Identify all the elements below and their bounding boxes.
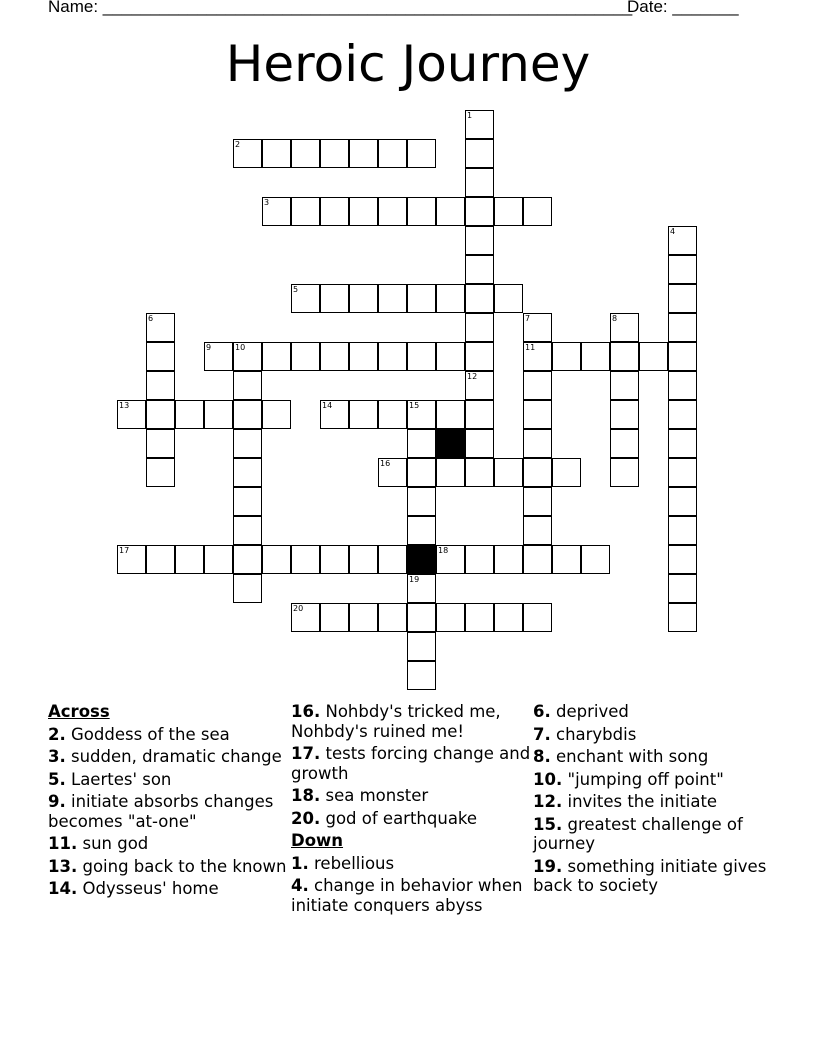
clue-item-number: 14. — [48, 879, 78, 898]
clue-number: 15 — [409, 401, 420, 410]
clue-number: 14 — [322, 401, 333, 410]
grid-cell[interactable] — [407, 661, 436, 690]
grid-cell[interactable] — [436, 458, 465, 487]
clue-item-number: 20. — [291, 808, 321, 828]
black-square — [407, 545, 436, 574]
grid-cell[interactable] — [523, 400, 552, 429]
grid-cell[interactable] — [436, 342, 465, 371]
grid-cell[interactable] — [175, 545, 204, 574]
grid-cell[interactable] — [465, 545, 494, 574]
grid-cell[interactable] — [465, 168, 494, 197]
grid-cell[interactable] — [407, 197, 436, 226]
grid-cell[interactable] — [668, 255, 697, 284]
clue-item-text: rebellious — [308, 853, 395, 873]
grid-cell[interactable] — [668, 284, 697, 313]
grid-cell[interactable] — [523, 313, 552, 342]
grid-cell[interactable] — [378, 284, 407, 313]
grid-cell[interactable] — [262, 342, 291, 371]
clue-item-text: tests forcing change and growth — [291, 744, 531, 783]
clue-number: 19 — [409, 575, 420, 584]
clue-item — [533, 747, 773, 767]
grid-cell[interactable] — [465, 429, 494, 458]
grid-cell[interactable] — [407, 139, 436, 168]
clue-item-number: 1. — [291, 853, 309, 873]
grid-cell[interactable] — [233, 458, 262, 487]
clue-item-number: 16. — [291, 702, 321, 721]
grid-cell[interactable] — [668, 545, 697, 574]
grid-cell[interactable] — [146, 400, 175, 429]
grid-cell[interactable] — [262, 400, 291, 429]
clue-item — [48, 725, 288, 745]
clue-item-text: deprived — [550, 702, 629, 721]
clue-number: 12 — [467, 372, 478, 381]
grid-cell[interactable] — [233, 545, 262, 574]
down-clue-list-continued — [533, 702, 773, 896]
clue-item-text: god of earthquake — [320, 808, 478, 828]
grid-cell[interactable] — [523, 342, 552, 371]
clue-item — [533, 725, 773, 745]
grid-cell[interactable] — [668, 574, 697, 603]
grid-cell[interactable] — [407, 516, 436, 545]
grid-cell[interactable] — [465, 197, 494, 226]
grid-cell[interactable] — [436, 197, 465, 226]
grid-cell[interactable] — [320, 284, 349, 313]
clue-item-number: 13. — [48, 856, 78, 876]
grid-cell[interactable] — [233, 429, 262, 458]
grid-cell[interactable] — [668, 516, 697, 545]
grid-cell[interactable] — [552, 458, 581, 487]
grid-cell[interactable] — [523, 371, 552, 400]
grid-cell[interactable] — [610, 458, 639, 487]
grid-cell[interactable] — [378, 458, 407, 487]
grid-cell[interactable] — [146, 429, 175, 458]
clue-item-text: invites the initiate — [562, 792, 718, 811]
clue-item — [291, 876, 531, 915]
clue-item — [533, 702, 773, 722]
clue-item-text: sea monster — [320, 786, 429, 805]
clue-item-text: charybdis — [550, 724, 637, 744]
clue-item-number: 15. — [533, 814, 563, 834]
grid-cell[interactable] — [204, 400, 233, 429]
grid-cell[interactable] — [465, 371, 494, 400]
grid-cell[interactable] — [668, 603, 697, 632]
across-heading: Across — [48, 702, 110, 721]
clue-item-number: 17. — [291, 744, 321, 763]
grid-cell[interactable] — [436, 603, 465, 632]
clue-item — [533, 815, 773, 854]
grid-cell[interactable] — [407, 284, 436, 313]
grid-cell[interactable] — [668, 458, 697, 487]
clues-column-3 — [533, 702, 773, 899]
grid-cell[interactable] — [465, 458, 494, 487]
grid-cell[interactable] — [262, 139, 291, 168]
grid-cell[interactable] — [146, 545, 175, 574]
clue-item-number: 7. — [533, 724, 551, 744]
grid-cell[interactable] — [349, 197, 378, 226]
grid-cell[interactable] — [465, 110, 494, 139]
grid-cell[interactable] — [378, 139, 407, 168]
grid-cell[interactable] — [117, 545, 146, 574]
clue-number: 4 — [670, 227, 676, 236]
clue-item — [48, 792, 288, 831]
grid-cell[interactable] — [349, 400, 378, 429]
grid-cell[interactable] — [291, 603, 320, 632]
grid-cell[interactable] — [320, 197, 349, 226]
grid-cell[interactable] — [291, 342, 320, 371]
grid-cell[interactable] — [552, 342, 581, 371]
clue-number: 18 — [438, 546, 449, 555]
grid-cell[interactable] — [233, 516, 262, 545]
clue-item-text: sun god — [77, 834, 149, 853]
grid-cell[interactable] — [610, 313, 639, 342]
grid-cell[interactable] — [175, 400, 204, 429]
clue-item-number: 9. — [48, 792, 66, 811]
clue-item-number: 12. — [533, 792, 563, 811]
grid-cell[interactable] — [610, 429, 639, 458]
grid-cell[interactable] — [668, 487, 697, 516]
clue-number: 6 — [148, 314, 154, 323]
grid-cell[interactable] — [407, 487, 436, 516]
grid-cell[interactable] — [407, 458, 436, 487]
grid-cell[interactable] — [233, 371, 262, 400]
grid-cell[interactable] — [465, 255, 494, 284]
clue-item — [533, 770, 773, 790]
grid-cell[interactable] — [320, 400, 349, 429]
clue-number: 17 — [119, 546, 130, 555]
grid-cell[interactable] — [320, 139, 349, 168]
grid-cell[interactable] — [407, 400, 436, 429]
grid-cell[interactable] — [581, 545, 610, 574]
grid-cell[interactable] — [523, 487, 552, 516]
grid-cell[interactable] — [494, 197, 523, 226]
grid-cell[interactable] — [668, 342, 697, 371]
across-clue-list — [48, 725, 288, 899]
grid-cell[interactable] — [262, 545, 291, 574]
clue-item-number: 2. — [48, 724, 66, 744]
grid-cell[interactable] — [233, 487, 262, 516]
grid-cell[interactable] — [436, 284, 465, 313]
clue-item-text: sudden, dramatic change — [65, 747, 282, 766]
grid-cell[interactable] — [465, 139, 494, 168]
grid-cell[interactable] — [407, 632, 436, 661]
grid-cell[interactable] — [204, 545, 233, 574]
grid-cell[interactable] — [349, 603, 378, 632]
grid-cell[interactable] — [523, 197, 552, 226]
clue-item — [291, 702, 531, 741]
clue-number: 3 — [264, 198, 270, 207]
black-square — [436, 429, 465, 458]
clue-item-text: initiate absorbs changes becomes "at-one" — [48, 792, 274, 831]
grid-cell[interactable] — [117, 400, 146, 429]
clue-item — [48, 770, 288, 790]
grid-cell[interactable] — [465, 313, 494, 342]
grid-cell[interactable] — [523, 603, 552, 632]
grid-cell[interactable] — [378, 197, 407, 226]
clue-item — [291, 854, 531, 874]
grid-cell[interactable] — [146, 342, 175, 371]
grid-cell[interactable] — [639, 342, 668, 371]
clue-item-number: 8. — [533, 747, 551, 766]
grid-cell[interactable] — [204, 342, 233, 371]
date-field-label: Date: _______ — [627, 0, 739, 16]
grid-cell[interactable] — [552, 545, 581, 574]
grid-cell[interactable] — [668, 400, 697, 429]
clue-item — [48, 857, 288, 877]
clue-item-text: something initiate gives back to society — [533, 856, 767, 895]
down-heading: Down — [291, 831, 344, 850]
puzzle-title: Heroic Journey — [225, 35, 591, 93]
grid-cell[interactable] — [146, 371, 175, 400]
grid-cell[interactable] — [494, 545, 523, 574]
grid-cell[interactable] — [523, 516, 552, 545]
clue-number: 5 — [293, 285, 299, 294]
clue-item-number: 19. — [533, 856, 563, 876]
grid-cell[interactable] — [407, 574, 436, 603]
grid-cell[interactable] — [378, 603, 407, 632]
clue-number: 11 — [525, 343, 536, 352]
clue-item — [48, 747, 288, 767]
grid-cell[interactable] — [291, 284, 320, 313]
grid-cell[interactable] — [494, 603, 523, 632]
clue-item-text: Nohbdy's tricked me, Nohbdy's ruined me! — [291, 702, 501, 741]
grid-cell[interactable] — [494, 458, 523, 487]
clue-number: 8 — [612, 314, 618, 323]
grid-cell[interactable] — [320, 603, 349, 632]
grid-cell[interactable] — [610, 342, 639, 371]
grid-cell[interactable] — [291, 545, 320, 574]
clue-item-text: Goddess of the sea — [65, 724, 230, 744]
clue-item — [48, 834, 288, 854]
grid-cell[interactable] — [610, 371, 639, 400]
clue-item-text: enchant with song — [550, 747, 709, 766]
grid-cell[interactable] — [407, 342, 436, 371]
clue-number: 10 — [235, 343, 246, 352]
grid-cell[interactable] — [378, 545, 407, 574]
grid-cell[interactable] — [581, 342, 610, 371]
clue-item-text: Laertes' son — [65, 769, 172, 789]
grid-cell[interactable] — [494, 284, 523, 313]
clue-number: 13 — [119, 401, 130, 410]
clue-item-number: 11. — [48, 834, 78, 853]
grid-cell[interactable] — [465, 342, 494, 371]
name-field-label: Name: ________________________________________________________ — [48, 0, 633, 16]
down-clue-list — [291, 854, 531, 916]
grid-cell[interactable] — [349, 342, 378, 371]
grid-cell[interactable] — [291, 197, 320, 226]
clue-item-text: greatest challenge of journey — [533, 814, 743, 853]
grid-cell[interactable] — [465, 400, 494, 429]
across-clue-list-continued — [291, 702, 531, 828]
grid-cell[interactable] — [146, 458, 175, 487]
clue-item-text: Odysseus' home — [77, 879, 219, 898]
grid-cell[interactable] — [523, 545, 552, 574]
grid-cell[interactable] — [349, 139, 378, 168]
grid-cell[interactable] — [320, 342, 349, 371]
clue-item-number: 5. — [48, 769, 66, 789]
clue-number: 16 — [380, 459, 391, 468]
grid-cell[interactable] — [378, 342, 407, 371]
grid-cell[interactable] — [610, 400, 639, 429]
grid-cell[interactable] — [465, 603, 494, 632]
grid-cell[interactable] — [262, 197, 291, 226]
grid-cell[interactable] — [523, 429, 552, 458]
grid-cell[interactable] — [349, 284, 378, 313]
clue-item-text: "jumping off point" — [562, 769, 724, 789]
clue-number: 20 — [293, 604, 304, 613]
clue-number: 2 — [235, 140, 241, 149]
clue-number: 9 — [206, 343, 212, 352]
clue-item — [533, 857, 773, 896]
clue-item — [48, 879, 288, 899]
grid-cell[interactable] — [407, 429, 436, 458]
grid-cell[interactable] — [668, 371, 697, 400]
clue-item-number: 18. — [291, 786, 321, 805]
grid-cell[interactable] — [378, 400, 407, 429]
grid-cell[interactable] — [146, 313, 175, 342]
clue-item-number: 6. — [533, 702, 551, 721]
grid-cell[interactable] — [349, 545, 378, 574]
grid-cell[interactable] — [407, 603, 436, 632]
grid-cell[interactable] — [668, 429, 697, 458]
clue-number: 7 — [525, 314, 531, 323]
grid-cell[interactable] — [233, 139, 262, 168]
clue-number: 1 — [467, 111, 473, 120]
grid-cell[interactable] — [436, 400, 465, 429]
clue-item-number: 4. — [291, 876, 309, 895]
clue-item — [533, 792, 773, 812]
grid-cell[interactable] — [233, 574, 262, 603]
grid-cell[interactable] — [233, 400, 262, 429]
clue-item-number: 3. — [48, 747, 66, 766]
grid-cell[interactable] — [320, 545, 349, 574]
clue-item-number: 10. — [533, 769, 563, 789]
grid-cell[interactable] — [465, 226, 494, 255]
clues-column-1 — [48, 702, 288, 902]
grid-cell[interactable] — [233, 342, 262, 371]
grid-cell[interactable] — [436, 545, 465, 574]
grid-cell[interactable] — [291, 139, 320, 168]
clue-item — [291, 809, 531, 829]
clue-item — [291, 744, 531, 783]
grid-cell[interactable] — [668, 226, 697, 255]
clues-column-2 — [291, 702, 531, 918]
grid-cell[interactable] — [465, 284, 494, 313]
grid-cell[interactable] — [523, 458, 552, 487]
clue-item-text: going back to the known — [77, 856, 287, 876]
clue-item — [291, 786, 531, 806]
grid-cell[interactable] — [668, 313, 697, 342]
clue-item-text: change in behavior when initiate conquers abyss — [291, 876, 523, 915]
